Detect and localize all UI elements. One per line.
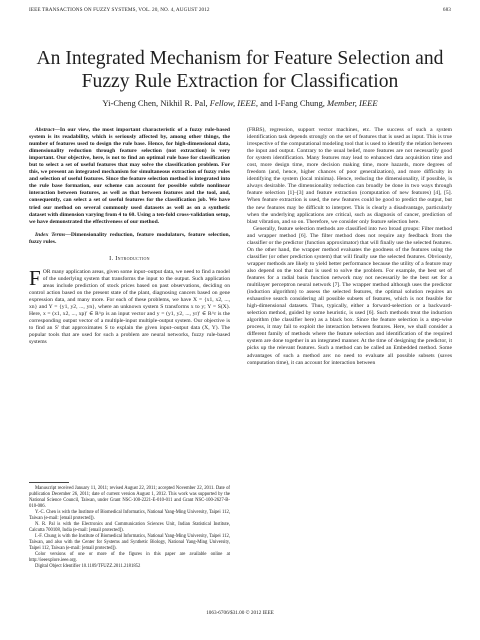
running-head — [29, 7, 451, 17]
author-role-2: Member, IEEE — [327, 98, 378, 108]
abstract-label: Abstract— — [35, 127, 60, 133]
right-paragraph-2: Generally, feature selection methods are classified into two broad groups: Filter method and wrapper method [6]. The filter method does not require any feedback from the classifier or the predictor (function approximator) that will finally use the selected features. On the other hand, the wrapper method evaluates the goodness of the features using the classifier (or other prediction system) that will finally use the selected features. Obviously, wrapper methods are likely to yield better performance because the utility of a feature may also depend on the tool that is used to solve the problem. For example, the best set of features for a radial basis function network may not necessarily be the best set for a multilayer perceptron neural network [7]. The wrapper method although uses the predictor (induction algorithm) to assess the selected features, the optimal solution requires an exhaustive search considering all possible subsets of features, which is not feasible for high-dimensional datasets. Thus, typically, either a forward-selection or a backward-selection method, guided by some heuristic, is used [6]. Such methods treat the induction algorithm (the classifier here) as a black box. Since the feature selection is a step-wise process, it may fail to exploit the interaction between features. Here, we shall consider a different family of methods where the feature selection and identification of the required system are done together in an integrated manner. At the time of designing the predictor, it picks up the relevant features. Such a method can be called an Embedded method. Some advantages of such a method are: no need to evaluate all possible subsets (saves computation time), it can account for interaction between — [247, 225, 452, 366]
index-terms-label: Index Terms — [35, 231, 66, 238]
drop-cap: F — [29, 265, 41, 290]
section-heading-introduction: I. Introduction — [109, 254, 150, 262]
author-role-1: Fellow, IEEE — [209, 98, 256, 108]
intro-paragraph-text: OR many application areas, given some input–output data, we need to find a model of the underlying system that transforms the input to the output. Such application areas include prediction of stock prices based on past observations, deciding on control action based on the present state of the plant, diagnosing cancers based on gene expression data, and many more. For each of these problems, we have X = {x1, x2, ..., xn} and Y = {y1, y2, ..., yn}, where an unknown system S transforms x to y; Y = S(X). Here, x = (x1, x2, ..., xp)′ ∈ R^p is an input vector and y = (y1, y2, ..., yr)′ ∈ R^r is the corresponding output vector of a multiple-input multiple-output system. Our objective is to find an S′ that approximates S to explain the given input–output data (X, Y). The popular tools that are used for such a problem are neural networks, fuzzy rule-based systems — [29, 268, 230, 346]
footnote-doi: Digital Object Identifier 10.1109/TFUZZ.2011.2181852 — [35, 564, 141, 569]
footnote-manuscript: Manuscript received January 11, 2011; revised August 22, 2011; accepted November 22, 2011. Date of publication December 26, 2011; date of current version August 1, 2012. This work was supported by the National Science Council, Taiwan, under Grant NSC-100-2221-E-010-011 and Grant NSC-100-2627-B-010-006. — [29, 486, 230, 509]
footnote-divider — [29, 482, 69, 483]
index-terms-text: —Dimensionality reduction, feature modulators, feature selection, fuzzy rules. — [29, 231, 230, 245]
footnote-color-versions: Color versions of one or more of the figures in this paper are available online at http://ieeexplore.ieee.org. — [29, 552, 230, 563]
right-column — [247, 127, 452, 367]
paper-title: An Integrated Mechanism for Feature Selection and Fuzzy Rule Extraction for Classification — [36, 48, 444, 92]
page-number: 683 — [442, 7, 451, 13]
copyright-footer: 1063-6706/$31.00 © 2012 IEEE — [206, 610, 274, 616]
footnote-author-chung: I.-F. Chung is with the Institute of Biomedical Informatics, National Yang-Ming University, Taipei 112, Taiwan, and also with the Center for Systems and Synthetic Biology, National Yang-Ming University, Taipei 112, Taiwan (e-mail: [email protected]). — [29, 534, 230, 551]
footnote-author-chen: Y.-C. Chen is with the Institute of Biomedical Informatics, National Yang-Ming University, Taipei 112, Taiwan (e-mail: [email protected]). — [29, 510, 230, 521]
journal-header: IEEE TRANSACTIONS ON FUZZY SYSTEMS, VOL. 20, NO. 4, AUGUST 2012 — [29, 7, 210, 13]
footnote-author-pal: N. R. Pal is with the Electronics and Communication Sciences Unit, Indian Statistical Institute, Calcutta 700108, India (e-mail: [email protected]). — [29, 522, 230, 533]
abstract — [29, 127, 230, 226]
author-line — [20, 98, 460, 108]
author-names-2: , and I-Fang Chung, — [255, 98, 328, 108]
intro-paragraph — [29, 265, 230, 347]
left-column — [29, 127, 230, 346]
right-paragraph-1: (FRBS), regression, support vector machines, etc. The success of such a system identification task depends strongly on the set of features that is used as input. This is true irrespective of the computational modeling tool that is used to identify the relation between the input and output. Contrary to the usual belief, more features are not necessarily good for system identification. Many features may lead to enhanced data acquisition time and cost, more design time, more decision making time, more hazards, more degrees of freedom (and, hence, higher chances of poor generalization), and more difficulty in identifying the system (local minima). Hence, reducing the dimensionality, if possible, is always desirable. The dimensionality reduction can broadly be done in two ways through feature selection [1]–[3] and feature extraction (computation of new features) [4], [5]. When feature extraction is used, the new features could be good to predict the output, but the new features may be difficult to interpret. This is clearly a disadvantage, particularly when the underlying applications are critical, such as diagnosis of cancer, prediction of blast vibration, and so on. Therefore, we consider only feature selection here. — [247, 127, 452, 225]
index-terms — [29, 232, 230, 246]
footnotes — [29, 486, 230, 570]
abstract-text: In our view, the most important characteristic of a fuzzy rule-based system is its readability, which is seriously affected by, among other things, the number of features used to design the rule base. Hence, for high-dimensional data, dimensionality reduction through feature selection (not extraction) is very important. Our objective, here, is not to find an optimal rule base for classification but to select a set of useful features that may solve the classification problem. For this, we present an integrated mechanism for simultaneous extraction of fuzzy rules and selection of useful features. Since the feature selection method is integrated into the rule base formation, our scheme can account for possible subtle nonlinear interaction between features, as well as that between features and the tool, and, consequently, can select a set of useful features for the classification job. We have tried our method on several commonly used datasets as well as on a synthetic dataset with dimension varying from 4 to 60. Using a ten-fold cross-validation setup, we have demonstrated the effectiveness of our method. — [29, 127, 230, 225]
author-names-1: Yi-Cheng Chen, Nikhil R. Pal, — [102, 98, 210, 108]
